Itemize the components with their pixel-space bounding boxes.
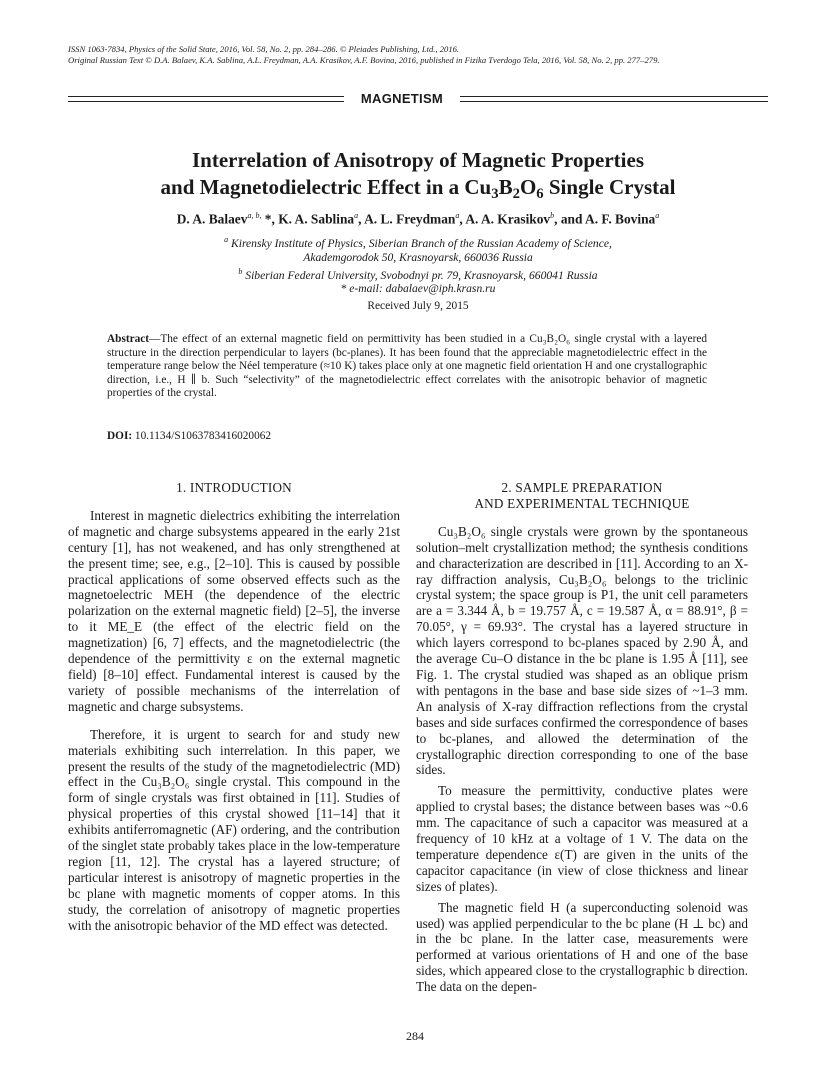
- page-number: 284: [406, 1029, 424, 1043]
- section-rule-right: [460, 96, 768, 102]
- paragraph: Therefore, it is urgent to search for and study new materials exhibiting such interrelation. In this paper, we present the results of the study of the magnetodielectric (MD) effect in the Cu₃B₂O₆ single crystal. This compound in the form of single crystals was first obtained in [11]. Studies of physical properties of this crystal showed [11–14] that it exhibits antiferromagnetic (AF) ordering, and the contribution of the singlet state probably takes place in the low-temperature region [11, 12]. The crystal has a layered structure; of particular interest is anisotropy of magnetic properties in the bc plane with magnetic moments of copper atoms. In this study, the correlation of anisotropy of magnetic properties with the anisotropic behavior of the MD effect was detected.: [68, 726, 400, 933]
- journal-citation: ISSN 1063-7834, Physics of the Solid State, 2016, Vol. 58, No. 2, pp. 284–286. © Pleiades Publishing, Ltd., 2016.: [68, 44, 460, 54]
- paragraph: The magnetic field H (a superconducting solenoid was used) was applied perpendicular to the bc plane (H ⊥ bc) and in the bc plane. In the latter case, measurements were performed at various orientations of H and one of the base sides, which appeared close to the crystallographic b direction. The data on the depen-: [416, 899, 748, 995]
- abstract-label: Abstract: [107, 333, 150, 345]
- journal-header: [68, 44, 768, 66]
- affiliation-a: $^a$ Kirensky Institute of Physics, Siberian Branch of the Russian Academy of Science, Akademgorodok 50, Krasnoyarsk, 660036 Russia: [224, 235, 612, 264]
- corresponding-email: * e-mail: dabalaev@iph.krasn.ru: [340, 282, 496, 295]
- doi: [107, 430, 271, 442]
- paper-title-line1: Interrelation of Anisotropy of Magnetic Properties: [191, 148, 644, 172]
- author-name: K. A. Sablina: [278, 211, 355, 227]
- paragraph: To measure the permittivity, conductive plates were applied to crystal bases; the distance between bases was ~0.6 mm. The capacitance of such a capacitor was measured at a frequency of 10 kHz at a voltage of 1 V. The data on the temperature dependence ε(T) are given in the units of the capacitor capacitance (in view of close thickness and linear sizes of plates).: [416, 783, 748, 894]
- section-label: MAGNETISM: [360, 91, 444, 106]
- doi-value: 10.1134/S1063783416020062: [132, 430, 272, 442]
- received-date: Received July 9, 2015: [367, 300, 469, 312]
- abstract-text: —The effect of an external magnetic field on permittivity has been studied in a Cu₃B₂O₆ single crystal with a layered structure in the direction perpendicular to layers (bc-planes). It has been found that the appreciable magnetodielectric effect in the temperature range below the Néel temperature (≈10 K) takes place only at one magnetic field orientation H and one crystallographic direction, i.e., H ∥ b. Such “selectivity” of the magnetodielectric effect correlates with the anisotropic behavior of magnetic properties of the crystal.: [107, 333, 707, 400]
- paper-title-line2: and Magnetodielectric Effect in a Cu3B2O6 Single Crystal: [160, 175, 676, 202]
- section-rule-left: [68, 96, 344, 102]
- paragraph: Cu₃B₂O₆ single crystals were grown by the spontaneous solution–melt crystallization method; the synthesis conditions and characterization are described in [11]. According to an X-ray diffraction analysis, Cu₃B₂O₆ belongs to the triclinic crystal system; the space group is P1, the unit cell parameters are a = 3.344 Å, b = 19.757 Å, c = 19.587 Å, α = 88.91°, β = 70.05°, γ = 69.93°. The crystal has a layered structure in which layers correspond to bc-planes spaced by 2.90 Å, and the average Cu–O distance in the bc plane is 1.95 Å [11], see Fig. 1. The crystal studied was shaped as an oblique prism with pentagons in the base and base side sizes of ~1–3 mm. An analysis of X-ray diffraction reflections from the crystal bases and side surfaces confirmed the correspondence of bases to bc-planes, and allowed the determination of the crystallographic direction corresponding to one of the base sides.: [416, 523, 748, 778]
- author-name: A. A. Krasikov: [465, 211, 551, 227]
- right-column: [416, 480, 748, 1000]
- section-banner: [68, 91, 768, 105]
- original-text-citation: Original Russian Text © D.A. Balaev, K.A. Sablina, A.L. Freydman, A.A. Krasikov, A.F. Bovina, 2016, published in Fizika Tverdogo Tela, 2016, Vol. 58, No. 2, pp. 277–279.: [68, 55, 660, 65]
- abstract: [107, 333, 707, 401]
- author-name: D. A. Balaev: [176, 211, 248, 227]
- author-name: A. F. Bovina: [585, 211, 656, 227]
- section-heading-sample-preparation: 2. SAMPLE PREPARATION AND EXPERIMENTAL TECHNIQUE: [474, 480, 690, 511]
- section-heading-introduction: 1. INTRODUCTION: [176, 480, 292, 495]
- doi-label: DOI:: [107, 430, 133, 442]
- author-list: D. A. Balaev$^{a, b,}$ *, K. A. Sablina$^a$, A. L. Freydman$^a$, A. A. Krasikov$^b$, and A. F. Bovina$^a$: [176, 211, 660, 227]
- left-column: [68, 480, 400, 945]
- affiliation-b: $^b$ Siberian Federal University, Svobodnyi pr. 79, Krasnoyarsk, 660041 Russia: [238, 267, 598, 282]
- paragraph: Interest in magnetic dielectrics exhibiting the interrelation of magnetic and charge subsystems appeared in the early 21st century [1], has not weakened, and has only strengthened at the present time; see, e.g., [2–10]. This is caused by possible practical applications of some observed effects such as the magnetoelectric MEH (the dependence of the electric polarization on the external magnetic field) [2–5], the inverse to it ME_E (the effect of the electric field on the magnetization) [6, 7] effects, and the magnetodielectric (the dependence of the permittivity ε on the external magnetic field) [8–10] effect. Fundamental interest is caused by the variety of possible mechanisms of the interrelation of magnetic and charge subsystems.: [68, 507, 400, 714]
- author-name: A. L. Freydman: [364, 211, 456, 227]
